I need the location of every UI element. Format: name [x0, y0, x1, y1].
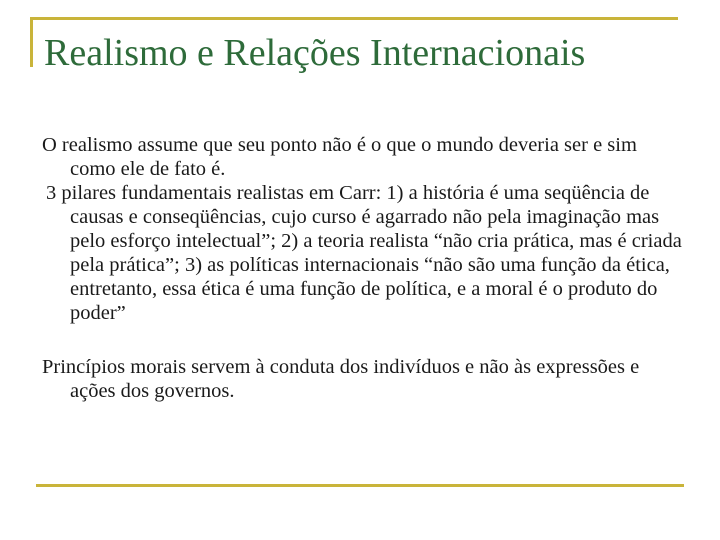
- left-decorative-rule: [30, 17, 33, 67]
- slide-body: [42, 133, 682, 403]
- paragraph-carr-pillars: 3 pilares fundamentais realistas em Carr: 1) a história é uma seqüência de causas e conseqüências, cujo curso é agarrado não pela imaginação mas pelo esforço intelectual”; 2) a teoria realista “não cria prática, mas é criada pela prática”; 3) as políticas internacionais “não são uma função da ética, entretanto, essa ética é uma função de política, e a moral é o produto do poder”: [46, 182, 682, 324]
- bottom-decorative-rule: [36, 484, 684, 487]
- slide-title: Realismo e Relações Internacionais: [44, 32, 586, 74]
- paragraph-moral-principles: Princípios morais servem à conduta dos indivíduos e não às expressões e ações dos governos.: [42, 356, 640, 402]
- paragraph-realism-definition: O realismo assume que seu ponto não é o que o mundo deveria ser e sim como ele de fato é.: [42, 134, 637, 180]
- top-decorative-rule: [30, 17, 678, 20]
